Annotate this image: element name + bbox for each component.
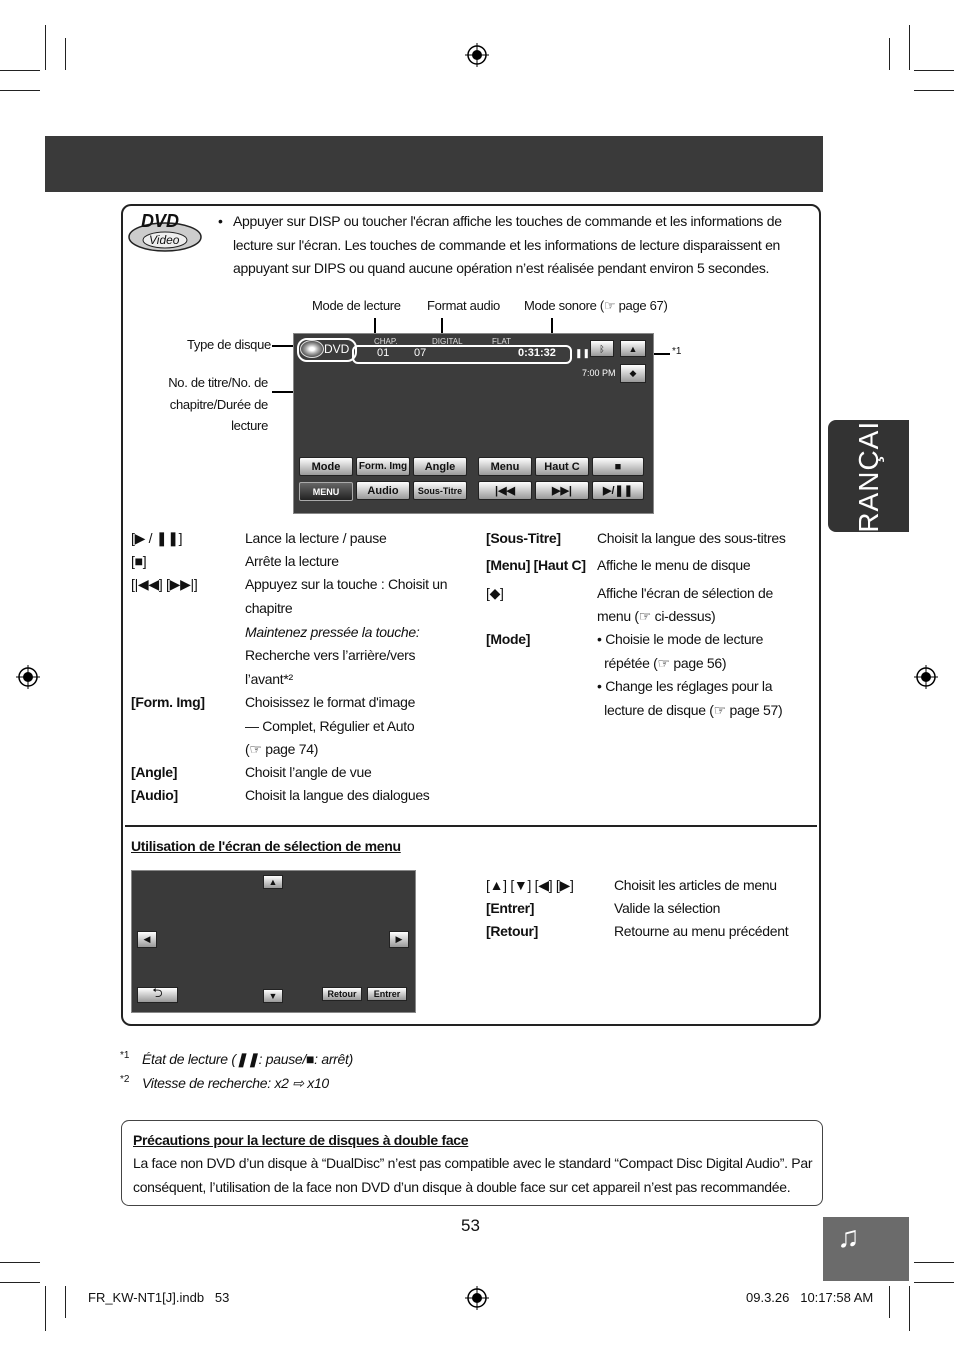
flat-label: FLAT	[492, 337, 511, 346]
language-tab	[828, 401, 909, 551]
callout-type-disque: Type de disque	[187, 337, 271, 352]
crop-mark	[914, 70, 954, 71]
def-formimg-desc-2: — Complet, Régulier et Auto	[245, 718, 415, 734]
bullet-dot: •	[218, 213, 223, 229]
clock: 7:00 PM	[582, 368, 616, 378]
callout-note1: *1	[672, 346, 682, 357]
def-formimg-key: [Form. Img]	[131, 694, 205, 710]
def-skip-desc-5: l’avant*²	[245, 671, 293, 687]
callout-titre-line1: No. de titre/No. de	[168, 375, 268, 390]
crop-mark	[0, 70, 40, 71]
crop-mark	[0, 1282, 40, 1283]
music-section-tab	[823, 1217, 909, 1281]
def-skip-desc-3: Maintenez pressée la touche:	[245, 624, 420, 640]
intro-text: Appuyer sur DISP ou toucher l'écran affiche les touches de commande et les informations de lecture sur l'écran. Les touches de commande et les informations de lecture disparaissent en appuyant sur DIPS ou quand aucune opération n’est réalisée pendant environ 5 secondes.	[233, 213, 782, 276]
menu-def-retour-key: [Retour]	[486, 923, 539, 939]
def-mode-desc-4: lecture de disque (☞ page 57)	[597, 702, 783, 718]
def-skip-desc-4: Recherche vers l’arrière/vers	[245, 647, 416, 663]
precautions-line-1: La face non DVD d’un disque à “DualDisc” n’est pas compatible avec le standard “Compact Disc Digital Audio”. Par	[133, 1155, 813, 1171]
def-formimg-desc-1: Choisissez le format d'image	[245, 694, 416, 710]
registration-mark-icon	[465, 1286, 489, 1310]
footnote-text-2: Vitesse de recherche: x2 ⇨ x10	[142, 1075, 329, 1091]
chapter-number: 07	[414, 347, 427, 359]
callout-mode-lecture: Mode de lecture	[312, 298, 401, 313]
def-menu-key: [Menu] [Haut C]	[486, 557, 586, 573]
audio-button[interactable]: Audio	[356, 481, 410, 500]
crop-mark	[889, 38, 890, 70]
crop-mark	[0, 1262, 40, 1263]
crop-mark	[0, 90, 40, 91]
def-mode-key: [Mode]	[486, 631, 531, 647]
retour-button[interactable]: Retour	[322, 987, 362, 1001]
stop-button[interactable]: ■	[592, 457, 644, 476]
registration-mark-icon	[914, 665, 938, 689]
form-img-button[interactable]: Form. Img	[356, 457, 410, 476]
language-tab-label: FRANÇAIS	[852, 401, 884, 551]
previous-button[interactable]: |◀◀	[478, 481, 532, 500]
registration-mark-icon	[16, 665, 40, 689]
callout-titre-line3: lecture	[231, 418, 268, 433]
up-arrow-button[interactable]: ▲	[263, 875, 283, 889]
menu-selection-screen	[131, 870, 416, 1013]
crop-mark	[909, 25, 910, 70]
footer-file: FR_KW-NT1[J].indb 53	[88, 1290, 230, 1305]
def-menu-desc: Affiche le menu de disque	[597, 557, 751, 573]
next-button[interactable]: ▶▶|	[535, 481, 589, 500]
chap-label: CHAP.	[374, 337, 398, 346]
menu-def-arrows-desc: Choisit les articles de menu	[614, 877, 777, 893]
eject-button[interactable]: ▲	[620, 340, 646, 357]
menu-section-heading: Utilisation de l'écran de sélection de menu	[131, 838, 401, 854]
def-mode-desc-2: répétée (☞ page 56)	[597, 655, 727, 671]
player-screen	[293, 333, 654, 514]
crop-mark	[914, 1262, 954, 1263]
callout-format-audio: Format audio	[427, 298, 500, 313]
callout-mode-sonore: Mode sonore (☞ page 67)	[524, 298, 668, 313]
def-play-desc: Lance la lecture / pause	[245, 530, 387, 546]
def-mode-desc-3: • Change les réglages pour la	[597, 678, 773, 694]
menu-def-entrer-desc: Valide la sélection	[614, 900, 721, 916]
crop-mark	[65, 1286, 66, 1318]
dvd-badge-bottom: Video	[149, 233, 180, 247]
def-angle-desc: Choisit l’angle de vue	[245, 764, 372, 780]
def-formimg-desc-3: (☞ page 74)	[245, 741, 319, 757]
def-audio-desc: Choisit la langue des dialogues	[245, 787, 430, 803]
footnote-mark-1: *1	[120, 1050, 130, 1061]
pause-status-icon: ❚❚	[575, 348, 591, 358]
entrer-button[interactable]: Entrer	[367, 987, 407, 1001]
bluetooth-button[interactable]: ᛒ	[590, 340, 614, 357]
digital-label: DIGITAL	[432, 337, 463, 346]
def-mode-desc-1: • Choisie le mode de lecture	[597, 631, 764, 647]
crop-mark	[45, 1286, 46, 1331]
def-soustitre-key: [Sous-Titre]	[486, 530, 561, 546]
angle-button[interactable]: Angle	[413, 457, 467, 476]
def-skip-desc-2: chapitre	[245, 600, 293, 616]
main-menu-button[interactable]: MENU	[299, 482, 353, 501]
section-divider	[125, 825, 817, 827]
crop-mark	[889, 1286, 890, 1318]
def-stop-desc: Arrête la lecture	[245, 553, 339, 569]
footnote-mark-2: *2	[120, 1074, 130, 1085]
sous-titre-button[interactable]: Sous-Titre	[413, 481, 467, 500]
def-skip-key: [|◀◀] [▶▶|]	[131, 576, 198, 592]
page-number: 53	[461, 1216, 480, 1235]
precautions-heading: Précautions pour la lecture de disques à double face	[133, 1132, 469, 1148]
menu-def-arrows-key: [▲] [▼] [◀] [▶]	[486, 877, 574, 893]
def-angle-key: [Angle]	[131, 764, 178, 780]
title-number: 01	[377, 347, 390, 359]
down-arrow-button[interactable]: ▼	[263, 989, 283, 1003]
precautions-line-2: conséquent, l’utilisation de la face non DVD d’un disque à double face sur cet appareil n’est pas recommandée.	[133, 1179, 791, 1195]
dvd-badge-top: DVD	[141, 211, 180, 231]
menu-def-retour-desc: Retourne au menu précédent	[614, 923, 789, 939]
def-soustitre-desc: Choisit la langue des sous-titres	[597, 530, 786, 546]
def-skip-desc-1: Appuyez sur la touche : Choisit un	[245, 576, 448, 592]
music-note-icon: ♫	[837, 1221, 860, 1254]
dvd-video-badge	[127, 211, 203, 253]
mode-button[interactable]: Mode	[299, 457, 353, 476]
def-play-key: [▶ / ❚❚]	[131, 530, 183, 546]
crop-mark	[909, 1286, 910, 1331]
header-bar	[45, 136, 823, 192]
footnote-text-1: État de lecture (❚❚: pause/■: arrêt)	[142, 1051, 353, 1067]
crop-mark	[914, 90, 954, 91]
menu-def-entrer-key: [Entrer]	[486, 900, 535, 916]
def-select-key: [◆]	[486, 585, 504, 601]
haut-c-button[interactable]: Haut C	[535, 457, 589, 476]
crop-mark	[65, 38, 66, 70]
def-stop-key: [■]	[131, 553, 147, 569]
registration-mark-icon	[465, 43, 489, 67]
play-pause-button[interactable]: ▶/❚❚	[592, 481, 644, 500]
elapsed-time: 0:31:32	[518, 347, 556, 359]
back-icon-button[interactable]: ⮌	[137, 987, 178, 1003]
left-arrow-button[interactable]: ◀	[137, 931, 157, 948]
menu-button[interactable]: Menu	[478, 457, 532, 476]
def-audio-key: [Audio]	[131, 787, 178, 803]
crop-mark	[914, 1282, 954, 1283]
right-arrow-button[interactable]: ▶	[389, 931, 409, 948]
disc-type: DVD	[324, 342, 350, 356]
def-select-desc-2: menu (☞ ci-dessus)	[597, 608, 716, 624]
crop-mark	[45, 25, 46, 70]
menu-select-button[interactable]: ◆	[620, 364, 646, 383]
footer-timestamp: 09.3.26 10:17:58 AM	[746, 1290, 874, 1305]
def-select-desc-1: Affiche l'écran de sélection de	[597, 585, 774, 601]
callout-titre-line2: chapitre/Durée de	[169, 397, 268, 412]
